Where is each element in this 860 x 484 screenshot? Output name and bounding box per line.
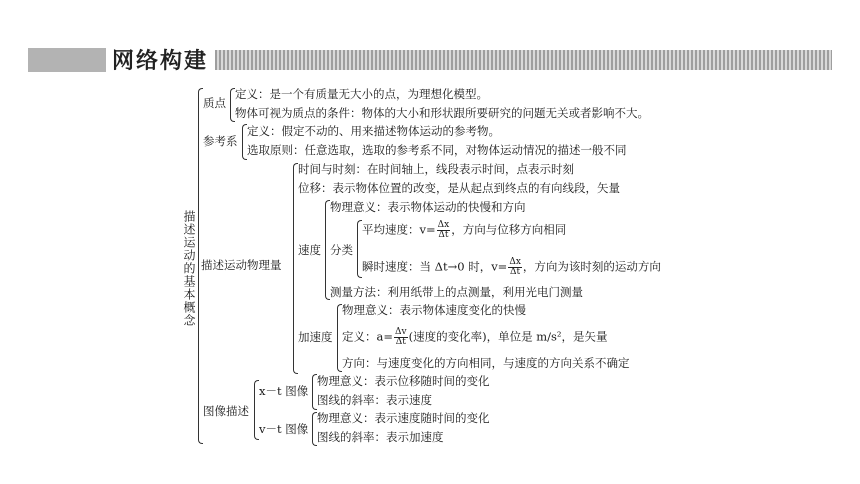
sudu-label: 速度 bbox=[298, 243, 321, 257]
header-bar-left bbox=[28, 48, 106, 72]
avg-velocity-prefix: 平均速度：v= bbox=[362, 222, 436, 237]
root-label: 描述运动的基本概念 bbox=[182, 210, 196, 327]
avg-velocity-denominator: Δt bbox=[438, 230, 449, 240]
zhidian-definition: 定义：是一个有质量无大小的点，为理想化模型。 bbox=[235, 87, 488, 101]
vt-meaning: 物理意义：表示速度随时间的变化 bbox=[317, 411, 490, 425]
jiasudu-label: 加速度 bbox=[298, 330, 333, 344]
instant-velocity bbox=[362, 258, 661, 277]
fenlei-label: 分类 bbox=[330, 243, 353, 257]
sudu-measure: 测量方法：利用纸带上的点测量，利用光电门测量 bbox=[330, 285, 583, 299]
header-bar-right bbox=[215, 50, 832, 70]
acc-def-numerator: Δv bbox=[395, 327, 407, 337]
acc-def-denominator: Δt bbox=[395, 337, 406, 347]
inst-velocity-prefix: 瞬时速度：当 Δt→0 时，v= bbox=[362, 259, 508, 274]
jiasudu-meaning: 物理意义：表示物体速度变化的快慢 bbox=[342, 303, 526, 317]
sudu-meaning: 物理意义：表示物体运动的快慢和方向 bbox=[330, 200, 526, 214]
vt-slope: 图线的斜率：表示加速度 bbox=[317, 430, 444, 444]
vt-label: v－t 图像 bbox=[259, 422, 309, 436]
wuliliang-label: 描述运动物理量 bbox=[201, 258, 282, 272]
acc-def-suffix: (速度的变化率)，单位是 m/s²，是矢量 bbox=[408, 329, 608, 344]
acc-def-fraction bbox=[394, 328, 408, 347]
jiasudu-direction: 方向：与速度变化的方向相同，与速度的方向关系不确定 bbox=[342, 356, 630, 370]
cankaoxi-definition: 定义：假定不动的、用来描述物体运动的参考物。 bbox=[247, 124, 500, 138]
acc-def-prefix: 定义：a= bbox=[342, 329, 393, 344]
cankaoxi-choose: 选取原则：任意选取，选取的参考系不同，对物体运动情况的描述一般不同 bbox=[247, 143, 627, 157]
inst-velocity-suffix: ，方向为该时刻的运动方向 bbox=[522, 259, 661, 274]
xt-meaning: 物理意义：表示位移随时间的变化 bbox=[317, 374, 490, 388]
tuxiang-label: 图像描述 bbox=[203, 404, 249, 418]
displacement: 位移：表示物体位置的改变，是从起点到终点的有向线段，矢量 bbox=[298, 181, 620, 195]
average-velocity bbox=[362, 221, 566, 240]
jiasudu-definition bbox=[342, 328, 608, 347]
avg-velocity-suffix: ，方向与位移方向相同 bbox=[451, 222, 567, 237]
zhidian-label: 质点 bbox=[203, 96, 226, 110]
time-moment: 时间与时刻：在时间轴上，线段表示时间，点表示时刻 bbox=[298, 162, 574, 176]
avg-velocity-fraction bbox=[437, 221, 451, 240]
xt-slope: 图线的斜率：表示速度 bbox=[317, 393, 432, 407]
inst-velocity-denominator: Δt bbox=[510, 267, 521, 277]
cankaoxi-label: 参考系 bbox=[203, 134, 238, 148]
page-title: 网络构建 bbox=[112, 49, 209, 74]
inst-velocity-fraction bbox=[508, 258, 522, 277]
inst-velocity-numerator: Δx bbox=[509, 257, 521, 267]
zhidian-condition: 物体可视为质点的条件：物体的大小和形状跟所要研究的问题无关或者影响不大。 bbox=[235, 106, 649, 120]
avg-velocity-numerator: Δx bbox=[437, 220, 450, 230]
xt-label: x－t 图像 bbox=[259, 384, 309, 398]
